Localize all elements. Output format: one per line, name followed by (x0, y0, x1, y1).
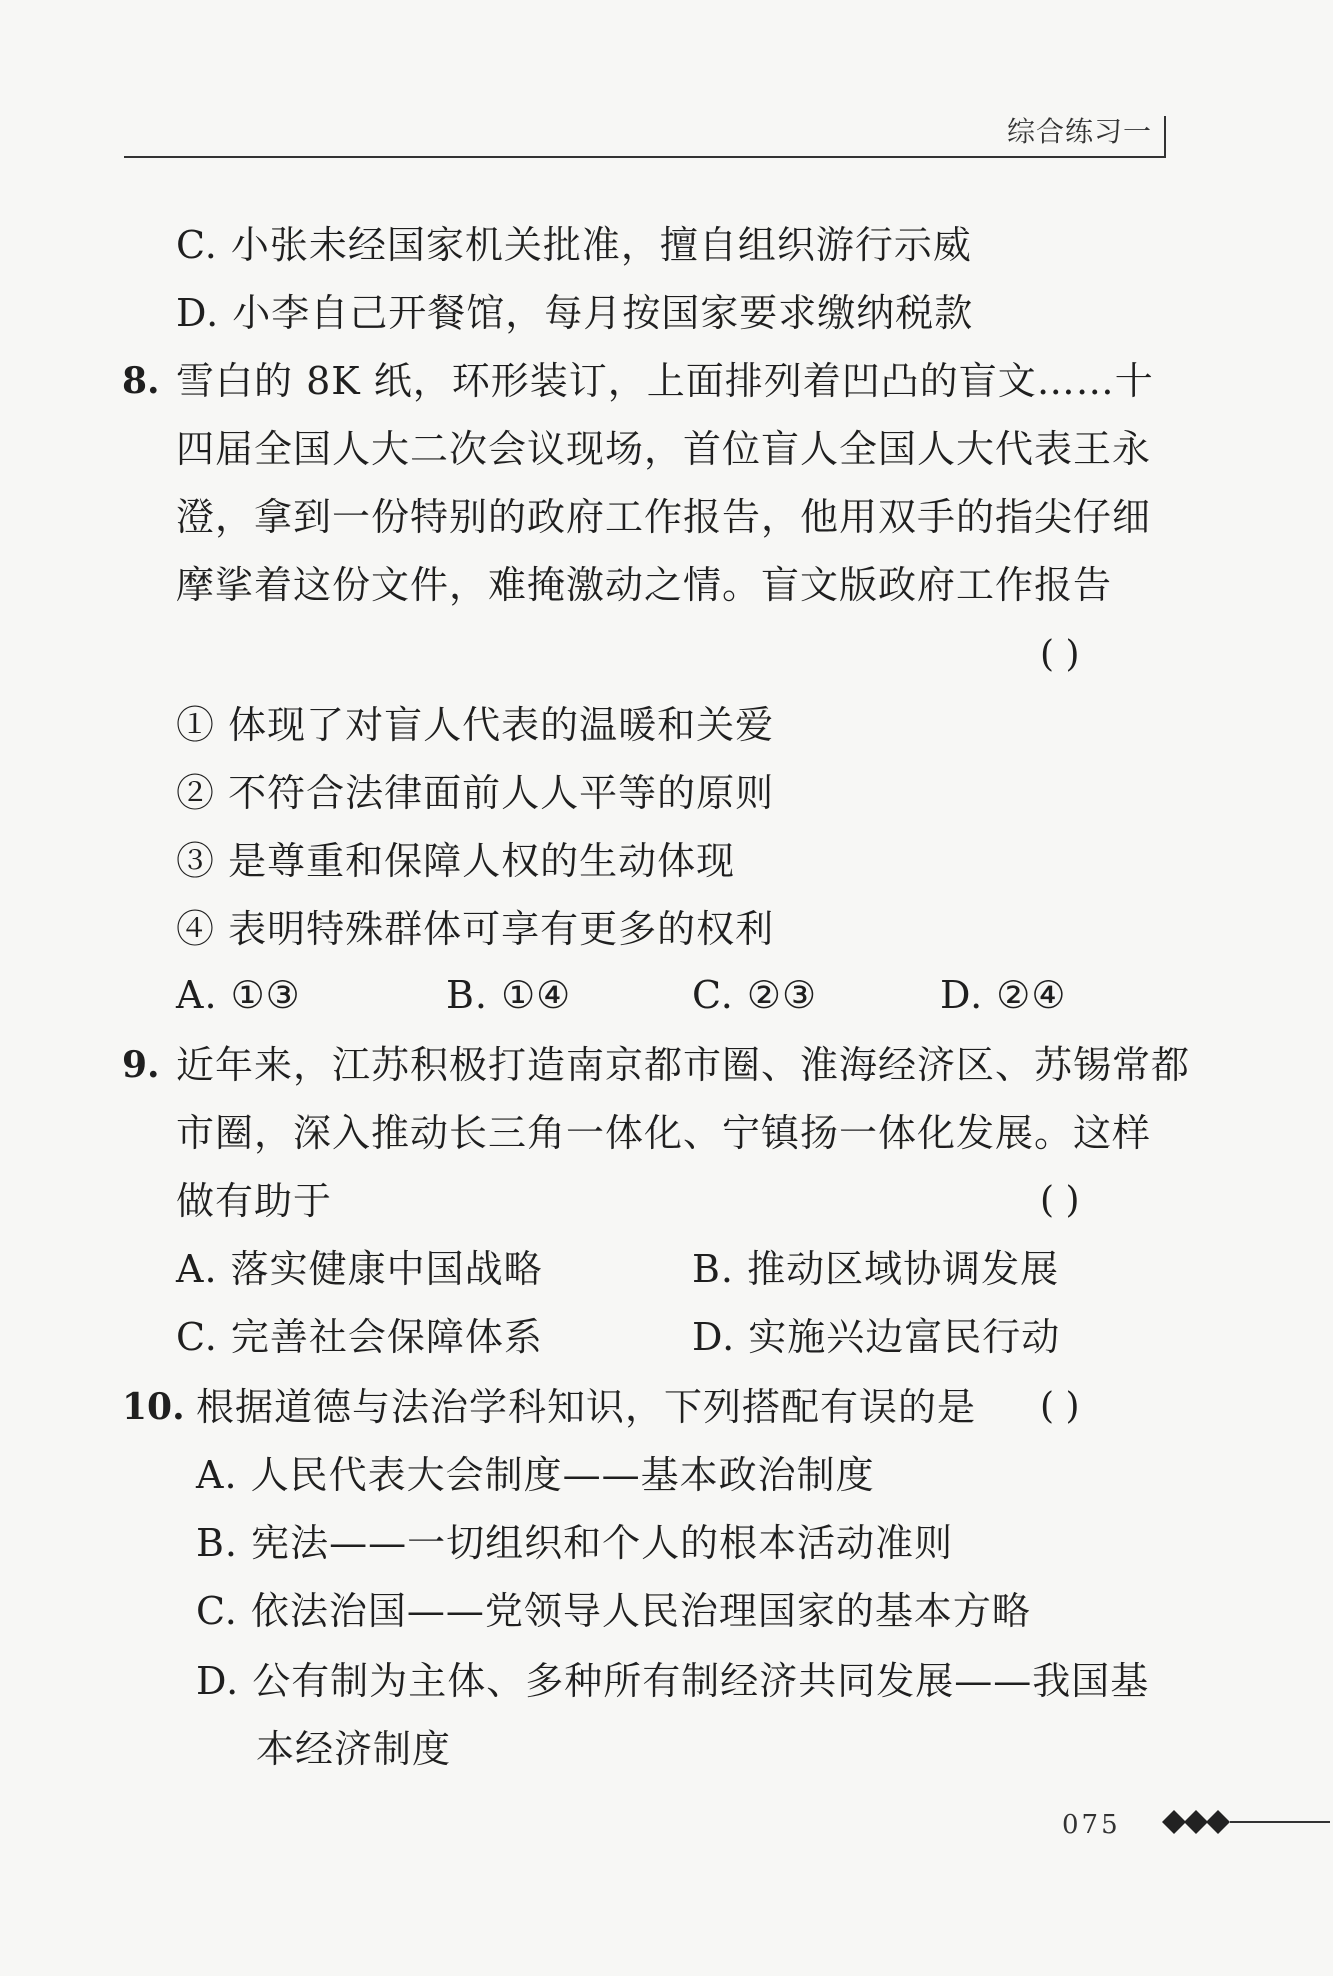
q8-line-1: 雪白的 8K 纸，环形装订，上面排列着凹凸的盲文……十 (176, 359, 1154, 403)
q10-option-a: A. 人民代表大会制度——基本政治制度 (196, 1453, 875, 1497)
page-number: 075 (1062, 1810, 1121, 1840)
section-title: 综合练习一 (1006, 115, 1152, 148)
q9-option-c: C. 完善社会保障体系 (176, 1315, 543, 1359)
q8-statement-2: ② 不符合法律面前人人平等的原则 (176, 771, 775, 815)
question-8-number: 8. (122, 360, 160, 402)
header-divider (1164, 116, 1166, 156)
q9-option-b: B. 推动区域协调发展 (692, 1247, 1060, 1291)
q9-line-2: 市圈，深入推动长三角一体化、宁镇扬一体化发展。这样 (176, 1111, 1152, 1155)
q10-option-d: D. 公有制为主体、多种所有制经济共同发展——我国基 (196, 1659, 1150, 1703)
question-9-number: 9. (122, 1044, 160, 1086)
q8-option-c: C. ②③ (692, 973, 818, 1017)
q8-option-d: D. ②④ (940, 973, 1067, 1017)
q8-statement-4: ④ 表明特殊群体可享有更多的权利 (176, 907, 775, 951)
q10-answer-blank: ( ) (1040, 1386, 1080, 1427)
q7-option-d: D. 小李自己开餐馆，每月按国家要求缴纳税款 (176, 291, 974, 335)
q10-option-c: C. 依法治国——党领导人民治理国家的基本方略 (196, 1589, 1031, 1633)
q8-line-4: 摩挲着这份文件，难掩激动之情。盲文版政府工作报告 (176, 563, 1113, 607)
q7-option-c: C. 小张未经国家机关批准，擅自组织游行示威 (176, 223, 972, 267)
q9-line-3: 做有助于 (176, 1179, 333, 1223)
diamond-ornament-icon (1160, 1802, 1330, 1842)
q8-statement-3: ③ 是尊重和保障人权的生动体现 (176, 839, 736, 883)
q8-statement-1: ① 体现了对盲人代表的温暖和关爱 (176, 703, 775, 747)
q9-answer-blank: ( ) (1040, 1180, 1080, 1221)
q9-option-d: D. 实施兴边富民行动 (692, 1315, 1061, 1359)
q8-line-3: 澄，拿到一份特别的政府工作报告，他用双手的指尖仔细 (176, 495, 1152, 539)
page-header (124, 96, 1166, 158)
q9-line-1: 近年来，江苏积极打造南京都市圈、淮海经济区、苏锡常都 (176, 1043, 1191, 1087)
q8-option-b: B. ①④ (446, 973, 572, 1017)
q10-option-d-continued: 本经济制度 (256, 1727, 452, 1771)
question-10-number: 10. (122, 1386, 185, 1428)
q8-line-2: 四届全国人大二次会议现场，首位盲人全国人大代表王永 (176, 427, 1152, 471)
q9-option-a: A. 落实健康中国战略 (176, 1247, 543, 1291)
q10-stem: 根据道德与法治学科知识，下列搭配有误的是 (196, 1385, 977, 1429)
q10-option-b: B. 宪法——一切组织和个人的根本活动准则 (196, 1521, 954, 1565)
q8-option-a: A. ①③ (176, 973, 301, 1017)
q8-answer-blank: ( ) (1040, 634, 1080, 675)
